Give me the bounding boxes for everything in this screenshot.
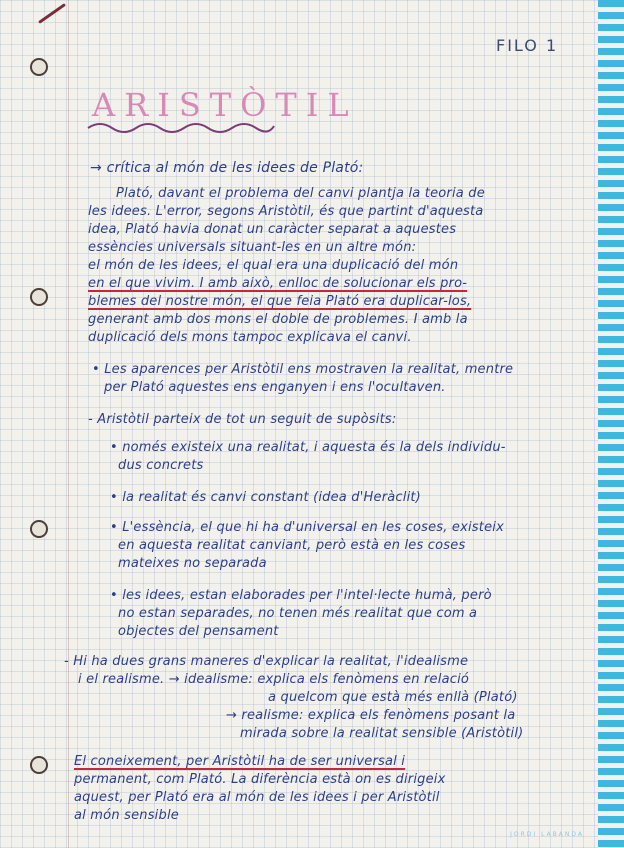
paragraph-line: el món de les idees, el qual era una duplicació del món [88, 258, 459, 273]
paragraph-line: essències universals situant-les en un altre món: [88, 240, 417, 255]
coneixement-line: El coneixement, per Aristòtil ha de ser universal i [74, 754, 406, 769]
paragraph-line: generant amb dos mons el doble de problemes. I amb la [88, 312, 468, 327]
suposit-line: no estan separades, no tenen més realitat que com a [118, 606, 478, 621]
footer-brand: JORDI LABANDA [510, 831, 584, 838]
binder-hole-icon [30, 756, 48, 774]
suposit-line: objectes del pensament [118, 624, 279, 639]
maneres-line: mirada sobre la realitat sensible (Aristòtil) [240, 726, 524, 741]
page-edge-stripe [598, 0, 624, 848]
page-title: ARISTÒTIL [92, 86, 358, 124]
section-heading: → crítica al món de les idees de Plató: [90, 160, 364, 176]
bullet-line: per Plató aquestes ens enganyen i ens l'ocultaven. [104, 380, 446, 395]
suposit-line: mateixes no separada [118, 556, 267, 571]
paragraph-line: blemes del nostre món, el que feia Plató era duplicar-los, [88, 294, 472, 309]
suposit-line: • L'essència, el que hi ha d'universal en les coses, existeix [110, 520, 504, 535]
coneixement-line: al món sensible [74, 808, 179, 823]
binder-hole-icon [30, 520, 48, 538]
suposits-heading: - Aristòtil parteix de tot un seguit de supòsits: [88, 412, 397, 427]
maneres-line: a quelcom que està més enllà (Plató) [268, 690, 518, 705]
paragraph-line: en el que vivim. I amb això, enlloc de solucionar els pro- [88, 276, 468, 291]
suposit-line: • les idees, estan elaborades per l'intel·lecte humà, però [110, 588, 492, 603]
bullet-line: • Les aparences per Aristòtil ens mostraven la realitat, mentre [92, 362, 514, 377]
binder-hole-icon [30, 288, 48, 306]
coneixement-line: permanent, com Plató. La diferència està on es dirigeix [74, 772, 446, 787]
margin-line [68, 0, 69, 848]
paragraph-line: Plató, davant el problema del canvi plantja la teoria de [116, 186, 485, 201]
coneixement-line: aquest, per Plató era al món de les idees i per Aristòtil [74, 790, 440, 805]
page-label: FILO 1 [496, 36, 559, 55]
paragraph-line: duplicació dels mons tampoc explicava el canvi. [88, 330, 412, 345]
suposit-line: dus concrets [118, 458, 204, 473]
binder-hole-icon [30, 58, 48, 76]
maneres-line: - Hi ha dues grans maneres d'explicar la realitat, l'idealisme [64, 654, 469, 669]
title-underline-wave [86, 120, 276, 134]
paragraph-line: idea, Plató havia donat un caràcter separat a aquestes [88, 222, 457, 237]
pencil-mark [38, 3, 66, 24]
suposit-line: • la realitat és canvi constant (idea d'Heràclit) [110, 490, 421, 505]
suposit-line: • només existeix una realitat, i aquesta és la dels individu- [110, 440, 506, 455]
paragraph-line: les idees. L'error, segons Aristòtil, és que partint d'aquesta [88, 204, 484, 219]
suposit-line: en aquesta realitat canviant, però està en les coses [118, 538, 466, 553]
maneres-line: i el realisme. → idealisme: explica els fenòmens en relació [78, 672, 470, 687]
maneres-line: → realisme: explica els fenòmens posant la [226, 708, 516, 723]
